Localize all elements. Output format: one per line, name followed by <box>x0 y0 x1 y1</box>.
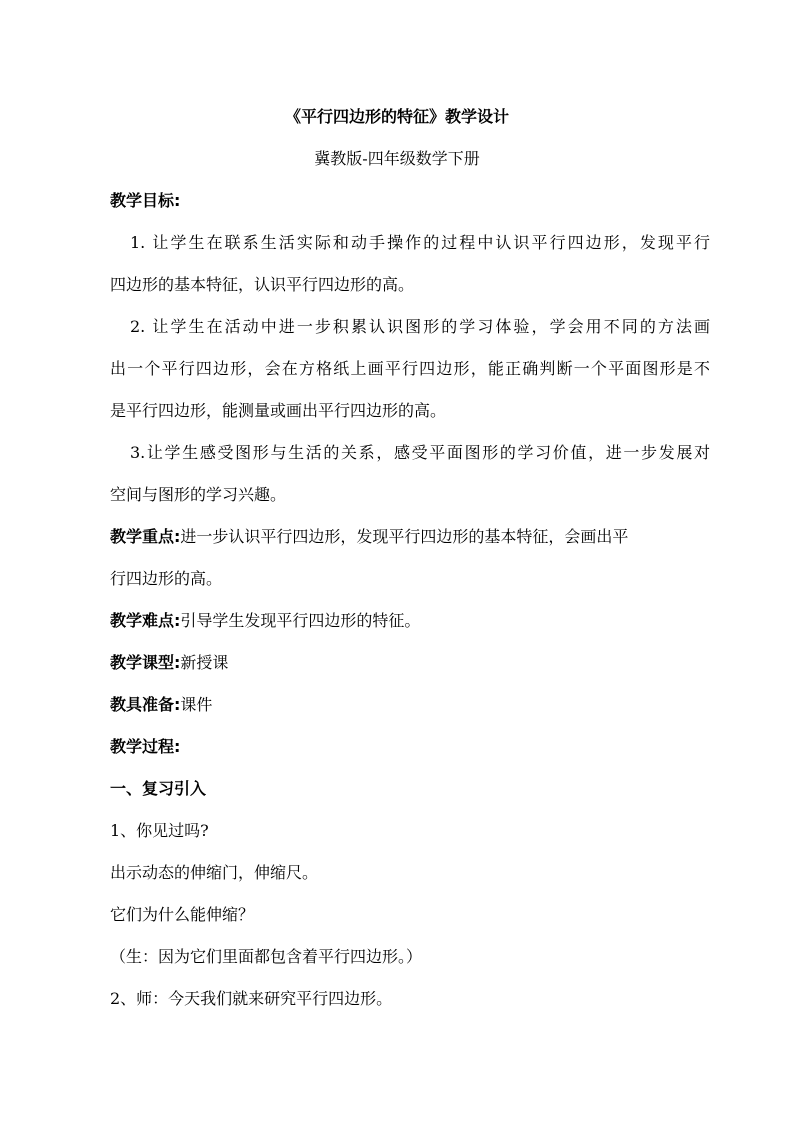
difficulty-line <box>110 610 710 632</box>
lesson-type-label: 教学课型: <box>110 653 181 672</box>
question-line: 它们为什么能伸缩？ <box>110 905 255 924</box>
objective-3-line-2: 空间与图形的学习兴趣。 <box>110 485 287 504</box>
objective-2-line-1: 2. 让学生在活动中进一步积累认识图形的学习体验，学会用不同的方法画 <box>130 317 710 336</box>
aids-line <box>110 694 710 716</box>
lesson-type-line <box>110 652 710 674</box>
section-1-heading: 一、复习引入 <box>110 779 207 798</box>
objective-2-line-2: 出一个平行四边形，会在方格纸上画平行四边形，能正确判断一个平面图形是不 <box>110 359 710 378</box>
lesson-type-text: 新授课 <box>180 653 229 672</box>
item-1: 1、你见过吗? <box>110 821 209 840</box>
objectives-heading: 教学目标: <box>110 191 181 210</box>
document-title: 《平行四边形的特征》教学设计 <box>284 107 509 126</box>
key-point-line-2: 行四边形的高。 <box>110 569 223 588</box>
key-point-line-1 <box>110 526 710 548</box>
objective-1-line-2: 四边形的基本特征，认识平行四边形的高。 <box>110 275 415 294</box>
difficulty-text: 引导学生发现平行四边形的特征。 <box>180 611 421 630</box>
objective-1-line-1: 1. 让学生在联系生活实际和动手操作的过程中认识平行四边形，发现平行 <box>130 233 710 252</box>
key-point-label: 教学重点: <box>110 527 181 546</box>
aids-text: 课件 <box>180 695 213 714</box>
key-point-text: 进一步认识平行四边形，发现平行四边形的基本特征，会画出平 <box>180 527 629 546</box>
document-subtitle: 冀教版-四年级数学下册 <box>314 149 480 168</box>
difficulty-label: 教学难点: <box>110 611 181 630</box>
student-answer: （生：因为它们里面都包含着平行四边形。） <box>110 947 423 966</box>
process-heading: 教学过程: <box>110 737 181 756</box>
objective-2-line-3: 是平行四边形，能测量或画出平行四边形的高。 <box>110 401 447 420</box>
objective-3-line-1: 3.让学生感受图形与生活的关系，感受平面图形的学习价值，进一步发展对 <box>130 443 710 462</box>
item-2: 2、师：今天我们就来研究平行四边形。 <box>110 989 393 1008</box>
aids-label: 教具准备: <box>110 695 181 714</box>
show-line: 出示动态的伸缩门，伸缩尺。 <box>110 863 319 882</box>
